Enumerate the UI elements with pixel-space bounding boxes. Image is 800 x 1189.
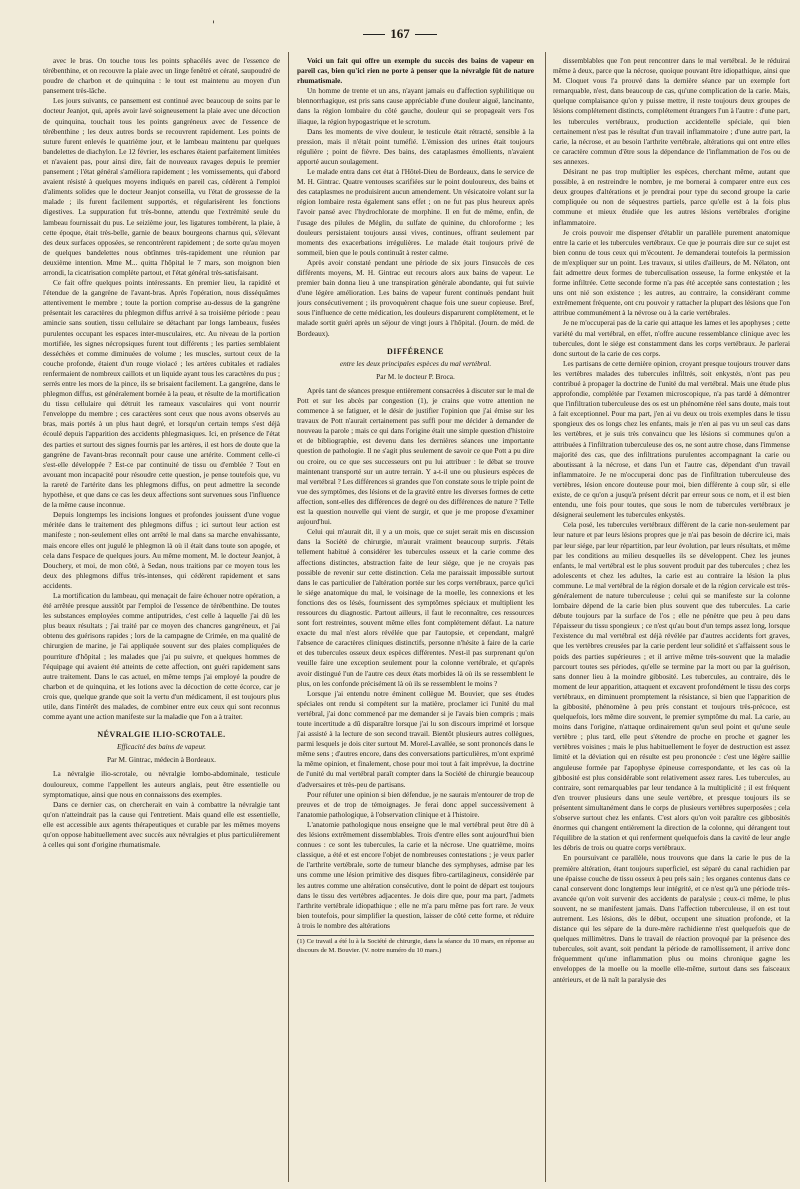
paragraph: Je crois pouvoir me dispenser d'établir un parallèle purement anatomique entre la carie et les tubercules vertébraux. Ce que je pourrais dire sur ce sujet est bien connu de tous ceux qui m'écoutent. Je demanderai toutefois la permission de m'expliquer sur un point. Les travaux, si utiles d'ailleurs, de M. Nélaton, ont fait admettre deux formes de tuberculisation osseuse, la forme enkystée et la forme infiltrée. Cette seconde forme n'a pas été acceptée sans contestation ; les uns ont nié son existence ; les autres, au contraire, la considérant comme extrêmement fréquente, ont cru pouvoir y rattacher la plupart des lésions que l'on attribue communément à la névrose ou à la carie vertébrales. — [553, 227, 790, 318]
paragraph: Ce fait offre quelques points intéressants. En premier lieu, la rapidité et l'étendue de la gangrène de l'avant-bras. Après l'opération, nous disséquâmes attentivement le membre ; toute la portion comprise au-dessus de la gangrène présentait les caractères du phlegmon diffus arrivé à sa troisième période : peau amincie sans soutien, tissu cellulaire se détachant par longs lambeaux, fusées purulentes occupant les espaces inter-musculaires, etc. Au niveau de la portion mortifiée, les signes nécropsiques furent tout différents ; les parties semblaient desséchées et comme diminuées de volume ; les muscles, surtout ceux de la couche profonde, étaient d'un rouge violacé ; les artères cubitales et radiales renfermaient de nombreux caillots et un liquide ayant tous les caractères du pus ; serrés entre les mors de la pince, ils se brisaient facilement. La gangrène, dans le phlegmon diffus, est généralement bornée à la peau, et résulte de la mortification du tissu cellulaire qui détruit les rameaux vasculaires qui vont nourrir l'enveloppe du membre ; ces caractères sont ceux que nous avons observés au bras, mais portés à un plus haut degré, et lorsqu'un certain temps s'est déjà écoulé depuis l'apparition des accidents phlegmasiques. Ici, en présence de l'état des parties et surtout des signes fournis par les artères, il est hors de doute que la gangrène de l'avant-bras reconnaît pour cause une artérite. Comment celle-ci s'est-elle développée ? Est-ce par continuité de tissu ou d'emblée ? Tout en avouant mon incapacité pour résoudre cette question, je pense toutefois que, vu la rareté de l'artérite dans les phlegmons diffus, on peut admettre la seconde hypothèse, et que dans ce cas les deux affections sont survenues sous l'influence de la même cause inconnue. — [43, 278, 280, 510]
paragraph: Lorsque j'ai entendu notre éminent collègue M. Bouvier, que ses études spéciales ont rendu si compétent sur la matière, proclamer ici l'unité du mal vertébral, j'ai donc commencé par me demander si je l'avais bien compris ; mais toute incertitude a dû disparaître lorsque j'ai lu son discours imprimé et lorsque j'ai assisté à la lecture de son second travail. Bientôt plusieurs autres collègues, parmi lesquels je dois citer surtout M. Morel-Lavallée, se sont prononcés dans le même sens ; d'autres encore, dans des conversations particulières, m'ont exprimé la même opinion, et finalement, chose pour moi tout à fait imprévue, la doctrine de l'unité du mal vertébral paraît compter dans la Société de chirurgie beaucoup d'adversaires et très-peu de partisans. — [297, 688, 534, 789]
stray-mark: ' — [212, 20, 215, 31]
paragraph: Dans ce dernier cas, on chercherait en vain à combattre la névralgie tant qu'on n'atteindrait pas la cause qui l'entretient. Mais quand elle est essentielle, elle est accessible aux agents thérapeutiques et curable par les mêmes moyens qu'on oppose habituellement avec succès aux névralgies et plus particulièrement à celles qui sont d'origine rhumatismale. — [43, 799, 280, 850]
header-rule-right — [415, 34, 437, 35]
paragraph: Dans les moments de vive douleur, le testicule était rétracté, sensible à la pression, mais il n'était point tuméfié. L'émission des urines était toujours régulière ; point de fièvre. Des bains, des cataplasmes émollients, n'avaient apporté aucun soulagement. — [297, 126, 534, 166]
section-title: DIFFÉRENCE — [386, 346, 444, 356]
paragraph: dissemblables que l'on peut rencontrer dans le mal vertébral. Je le réduirai même à deux, parce que la nécrose, quoique pouvant être idiopathique, ainsi que M. Cloquet vous l'a prouvé dans la dernière séance par un exemple fort remarquable, n'est, dans beaucoup de cas, qu'une complication de la carie. Mais, quelque complaisance qu'on y puisse mettre, il reste toujours deux groupes de lésions complétement distincts, complétement étrangers l'un à l'autre : d'une part, les tubercules vertébraux, production accidentelle spéciale, qui bien certainement n'est pas le résultat d'un travail inflammatoire ; d'une autre part, la carie, la nécrose, et au besoin l'arthrite vertébrale, altérations qui ont entre elles ce caractère commun d'être sous la dépendance de l'inflammation de l'os ou de ses annexes. — [553, 56, 790, 166]
section-subtitle: entre les deux principales espèces du mal vertébral. — [339, 358, 492, 368]
section-author: Par M. Gintrac, médecin à Bordeaux. — [106, 755, 216, 765]
paragraph: Pour réfuter une opinion si bien défendue, je ne saurais m'entourer de trop de preuves et de trop de témoignages. Je ferai donc appel successivement à l'anatomie pathologique, à l'observation clinique et à l'histoire. — [297, 789, 534, 819]
section-title: NÉVRALGIE ILIO-SCROTALE. — [97, 730, 226, 740]
paragraph: En poursuivant ce parallèle, nous trouvons que dans la carie le pus de la première altération, étant toujours superficiel, est séparé du canal rachidien par une épaisse couche de tissu osseux à peu près sain ; les organes contenus dans ce canal conservent donc longtemps leur intégrité, et ce n'est qu'à une période très-avancée qu'on voit survenir des accidents de paralysie ; ceux-ci même, le plus souvent, ne se manifestent jamais. Dans l'affection tuberculeuse, il en est tout autrement. Les lésions, dès le début, occupent une situation profonde, et la distance qui les sépare de la dure-mère rachidienne n'est quelquefois que de quelques millimètres. Dans le travail de réaction provoqué par la présence des tubercules, soit avant, soit pendant la période de ramollissement, il arrive donc fréquemment qu'une inflammation plus ou moins chronique gagne les enveloppes de la moelle ou la moelle elle-même, surtout dans ses faisceaux antérieurs, et de là naît la paralysie des — [553, 853, 790, 984]
column-1 — [43, 56, 280, 1181]
paragraph: Désirant ne pas trop multiplier les espèces, cherchant même, autant que possible, à en restreindre le nombre, je me bornerai à comparer entre eux ces deux groupes d'altérations et je prendrai pour type du second groupe la carie compliquée ou non de séquestres partiels, parce qu'elle est à la fois plus commune et mieux étudiée que les autres lésions vertébrales d'origine inflammatoire. — [553, 167, 790, 227]
paragraph: Je ne m'occuperai pas de la carie qui attaque les lames et les apophyses ; cette variété du mal vertébral, en effet, n'offre aucune ressemblance clinique avec les tubercules, dont le siége est constamment dans les corps vertébraux. Je parlerai donc surtout de la carie de ces corps. — [553, 318, 790, 358]
column-2 — [297, 56, 534, 1181]
header-rule-left — [363, 34, 385, 35]
paragraph: Cela posé, les tubercules vertébraux diffèrent de la carie non-seulement par leur nature et par leurs lésions propres que je n'ai pas besoin de décrire ici, mais par leur siége, par leur répartition, par leur évolution, par leurs résultats, et même par les conditions au milieu desquelles ils se développent. Chez les jeunes enfants, le mal vertébral est le plus souvent produit par des tubercules ; chez les adolescents et chez les adultes, la carie est au contraire la lésion la plus commune. Le mal vertébral de la région dorsale et de la région cervicale est très-généralement de nature tuberculeuse ; celui qui se manifeste sur la colonne lombaire dépend de la carie bien plus souvent que des tubercules. La carie débute toujours par la surface de l'os ; elle ne pénètre que peu à peu dans l'épaisseur du tissu spongieux ; ce n'est qu'au bout d'un temps assez long, lorsque l'existence du mal vertébral est déjà révélée par d'autres accidents fort graves, que les vertèbres creusées par la carie perdent leur solidité et s'affaissent sous le poids des parties supérieures ; et il arrive même très-souvent que la maladie parcourt toutes ses périodes, qu'elle se termine par la mort ou par la guérison, sans donner lieu à la moindre gibbosité. Les tubercules, au contraire, dès le moment de leur apparition, attaquent et excavent profondément le tissu des corps vertébraux, en diminuent promptement la résistance, si bien que l'apparition de la gibbosité, phénomène à peu près constant et toujours très-précoce, est quelquefois, lors même dire souvent, le premier symptôme du mal. La carie, au moins dans l'origine, n'attaque ordinairement qu'un seul point et qu'une seule vertèbre ; plus tard, elle peut s'étendre de proche en proche et gagner les vertèbres voisines ; mais le plus habituellement le foyer de destruction est assez limité et la déviation qui en résulte est peu prononcée : c'est une légère saillie anguleuse formée par l'apophyse épineuse correspondante, et les cas où la gibbosité est plus considérable sont relativement assez rares. Les tubercules, au contraire, sont remarquables par leur tendance à la multiplicité ; il est fréquent d'en trouver plusieurs dans une seule vertèbre, et presque toujours ils se présentent simultanément dans le corps de plusieurs vertèbres superposées ; cela s'observe surtout chez les enfants. C'est alors qu'on voit paraître ces gibbosités énormes qui changent entièrement la direction de la colonne, qui dérangent tout l'équilibre de la station et qui renferment quelquefois dans la cavité de leur angle les débris de trois ou quatre corps vertébraux. — [553, 520, 790, 853]
paragraph: L'anatomie pathologique nous enseigne que le mal vertébral peut être dû à des lésions extrêmement dissemblables. Trois d'entre elles sont aujourd'hui bien connues : ce sont les tubercules, la carie et la nécrose. Une quatrième, moins classique, a été et est encore l'objet de nombreuses contestations ; je veux parler de l'arthrite vertébrale, sorte de tumeur blanche des symphyses, admise par les uns comme une lésion primitive des disques fibro-cartilagineux, considérée par les autres comme une altération consécutive, dont le point de départ est toujours dans le tissu des vertèbres adjacentes. Je dois dire que, pour ma part, j'admets l'arthrite vertébrale idiopathique ; elle ne m'a paru même pas fort rare. Je veux bien toutefois, pour simplifier la question, laisser de côté cette forme, et réduire à trois le nombre des altérations — [297, 819, 534, 930]
paragraph: avec le bras. On touche tous les points sphacélés avec de l'essence de térébenthine, et on recouvre la plaie avec un linge fenêtré et cératé, saupoudré de poudre de charbon et de quinquina : le tout est maintenu au moyen d'un pansement très-lâche. — [43, 56, 280, 96]
paragraph: Après tant de séances presque entièrement consacrées à discuter sur le mal de Pott et sur les abcès par congestion (1), je crains que votre attention ne commence à se fatiguer, et le désir de justifier l'opinion que j'ai émise sur les travaux de Pott n'aurait certainement pas suffi pour me décider à demander de nouveau la parole ; mais ce qui dans l'origine était une simple question d'histoire et de bibliographie, est devenu dans les dernières séances une importante question de pathologie. Il ne s'agit plus seulement de savoir ce que Pott a pu dire ou croire, ou ce que ses successeurs ont pu lui attribuer : le débat se trouve maintenant transporté sur un autre terrain. Y a-t-il une ou plusieurs espèces de mal vertébral ? Les différences si grandes que l'on constate sous le triple point de vue des symptômes, des lésions et de la gravité entre les diverses formes de cette affection, sont-elles des différences de degré ou des différences de nature ? Telle est la question nouvelle qui vient de surgir, et que je me propose d'examiner aujourd'hui. — [297, 385, 534, 527]
paragraph: La névralgie ilio-scrotale, ou névralgie lombo-abdominale, testicule douloureux, comme l'appellent les auteurs anglais, peut être essentielle ou symptomatique, ainsi que nous en connaissons des exemples. — [43, 769, 280, 799]
column-divider — [545, 52, 546, 1182]
paragraph: La mortification du lambeau, qui menaçait de faire échouer notre opération, a été arrêtée presque aussitôt par l'emploi de l'essence de térébenthine. De toutes les substances employées comme antiputrides, c'est celle à laquelle j'ai dû les plus beaux résultats ; j'ai traité par ce moyen des chancres gangréneux, et j'ai obtenu des guérisons rapides ; lors de la campagne de Crimée, en ma qualité de chirurgien de marine, je l'ai appliquée souvent sur des plaies compliquées de pourriture d'hôpital ; les malades que j'ai pu suivre, et quelques hommes de l'équipage qui avaient été atteints de cette affection, ont guéri rapidement sans autre traitement. Dans le cas actuel, en même temps j'ai employé la poudre de charbon et de quinquina, et les lotions avec la décoction de cette écorce, car je crois que, quelque grande que soit la vertu d'un médicament, il est toujours plus utile, dans l'intérêt des malades, de combiner entre eux ceux qui sont reconnus comme ayant une action manifeste sur la maladie que l'on a à traiter. — [43, 590, 280, 722]
paragraph: Un homme de trente et un ans, n'ayant jamais eu d'affection syphilitique ou blennorrhagique, est pris sans cause appréciable d'une douleur aiguë, lancinante, dans la région lombaire du côté gauche, douleur qui se propageait vers l'os iliaque, la région hypogastrique et le scrotum. — [297, 86, 534, 126]
paragraph: Après avoir constaté pendant une période de six jours l'insuccès de ces différents moyens, M. H. Gintrac eut recours alors aux bains de vapeur. Le premier bain donna lieu à une transpiration générale abondante, qui fut suivie d'une légère amélioration. Les bains de vapeur furent continués pendant huit jours consécutivement ; ils provoquèrent chaque fois une sueur copieuse. Bref, sous l'influence de cette médication, les douleurs disparurent complètement, et le malade sortit guéri après un séjour de vingt jours à l'hôpital. (Journ. de méd. de Bordeaux). — [297, 257, 534, 338]
paragraph: Celui qui m'aurait dit, il y a un mois, que ce sujet serait mis en discussion dans la Société de chirurgie, m'aurait vraiment beaucoup surpris. J'étais tellement habitué à considérer les tubercules osseux et la carie comme des affections distinctes, abstraction faite de leur siége, que je ne croyais pas possible de revenir sur cette distinction. Cela me paraissait impossible surtout dans le cas particulier de l'altération portée sur les corps vertébraux, parce qu'ici le siége anatomique du mal, le voisinage de la moelle, les connexions et les fonctions des os lésés, fournissent des symptômes spéciaux et multiplient les ressources du diagnostic. Partout ailleurs, il faut le reconnaître, ces ressources sont fort restreintes, souvent même elles font complétement défaut. La nature exacte du mal n'est alors révélée que par l'autopsie, et cependant, malgré l'absence de caractères cliniques distinctifs, personne n'hésite à faire de la carie et des tubercules osseux deux espèces différentes. N'est-il pas surprenant qu'on veuille faire une exception seulement pour la colonne vertébrale, et qu'après avoir distingué l'un de l'autre ces deux états morbides là où ils se ressemblent le plus, on les confonde précisément là où ils se ressemblent le moins ? — [297, 527, 534, 688]
paragraph: Les partisans de cette dernière opinion, croyant presque toujours trouver dans les vertèbres malades des tubercules infiltrés, soit enkystés, n'ont pas peu contribué à propager la doctrine de l'unité du mal vertébral. Mais une étude plus approfondie, complétée par l'examen microscopique, n'a pas tardé à démontrer que l'infiltration tuberculeuse des os est un phénomène réel sans doute, mais tout à fait exceptionnel. Pour ma part, j'en ai vu deux ou trois exemples dans le tissu spongieux des os longs chez les enfants, mais je n'en ai pas vu un seul cas dans les vertèbres, et je suis très convaincu que les lésions si communes qu'on a attribuées à l'infiltration tuberculeuse des os, ne sont autre chose, dans l'immense majorité des cas, que des infiltrations purulentes accompagnant la carie ou aboutissant à la nécrose, et dans l'un et l'autre cas, dépendant d'un travail inflammatoire. Je ne m'occuperai donc pas de l'infiltration tuberculeuse des vertèbres, lésion encore douteuse pour moi, bien différente à coup sûr, si elle existe, de ce qu'on a jusqu'à présent décrit par erreur sous ce nom, et il est bien entendu, une fois pour toutes, que sous le nom de tubercules vertébraux je désignerai seulement les tubercules enkystés. — [553, 358, 790, 520]
paragraph: Les jours suivants, ce pansement est continué avec beaucoup de soins par le docteur Jeanjot, qui, après avoir lavé soigneusement la plaie avec une décoction de quinquina, touchait tous les points gangréneux avec de l'essence de térébenthine ; les deux autres bords se recouvrent rapidement. Les points de suture furent enlevés le quatrième jour, et le lambeau maintenu par quelques bandelettes de diachylon. Le 12 février, les eschares étaient parfaitement limitées et n'avaient pas, pour ainsi dire, fait de nouveaux ravages depuis le premier pansement ; l'état général s'améliora rapidement ; les vomissements, qui d'abord avaient résisté à quelques moyens indiqués en pareil cas, cédèrent à l'emploi d'aliments solides que le docteur Jeanjot conseilla, vu l'état de grossesse de la malade ; ils furent facilement supportés, et régularisèrent les fonctions digestives. La suppuration fut très-bonne, attendu que l'extrémité seule du lambeau fournissait du pus. Le seizième jour, les ligatures tombèrent, la plaie, à cette époque, était très-belle, garnie de beaux bourgeons charnus qui, s'élevant des deux surfaces opposées, se rencontrèrent rapidement ; de sorte qu'au moyen de quelques bandelettes nous obtînmes très-rapidement une réunion par deuxième intention. Mme M... quitta l'hôpital le 7 mars, son moignon bien arrondi, la cicatrisation complète partout, et l'état général très-satisfaisant. — [43, 96, 280, 277]
paragraph: Voici un fait qui offre un exemple du succès des bains de vapeur en pareil cas, bien qu'ici rien ne porte à penser que la névralgie fût de nature rhumatismale. — [297, 56, 534, 86]
footnote: (1) Ce travail a été lu à la Société de chirurgie, dans la séance du 10 mars, en réponse au discours de M. Bouvier. (V. notre numéro du 10 mars.) — [297, 935, 534, 955]
section-subtitle: Efficacité des bains de vapeur. — [117, 742, 206, 752]
column-3 — [553, 56, 790, 1181]
column-divider — [288, 52, 289, 1182]
paragraph: Depuis longtemps les incisions longues et profondes jouissent d'une vogue méritée dans le traitement des phlegmons diffus ; ici surtout leur action est manifeste ; non-seulement elles ont arrêté le mal dans sa marche envahissante, mais encore elles ont jugulé le phlegmon là où il était dans toute son apogée, et cela dans l'espace de quelques jours. Au même moment, M. le docteur Jeanjot, à Douchery, et moi, de mon côté, à Sedan, nous traitions par ce moyen tous les deux des phlegmons diffus très-intenses, qui cédèrent rapidement et sans accidents. — [43, 510, 280, 590]
paragraph: Le malade entra dans cet état à l'Hôtel-Dieu de Bordeaux, dans le service de M. H. Gintrac. Quatre ventouses scarifiées sur le point douloureux, des bains et des cataplasmes ne produisirent aucun amendement. Un vésicatoire volant sur la région lombaire resta également sans effet ; on ne fut pas plus heureux après l'avoir pansé avec l'hydrochlorate de morphine. Il en fut de même, enfin, de l'usage des pilules de Méglin, du sulfate de quinine, du chloroforme ; les douleurs persistaient toujours aussi vives, continues, offrant seulement par moments des exacerbations irrégulières. Le malade était toujours privé de sommeil, bien que le pouls continuât à rester calme. — [297, 167, 534, 257]
page-number: 167 — [390, 26, 410, 41]
page-header — [0, 24, 800, 44]
section-author: Par M. le docteur P. Broca. — [376, 371, 455, 381]
